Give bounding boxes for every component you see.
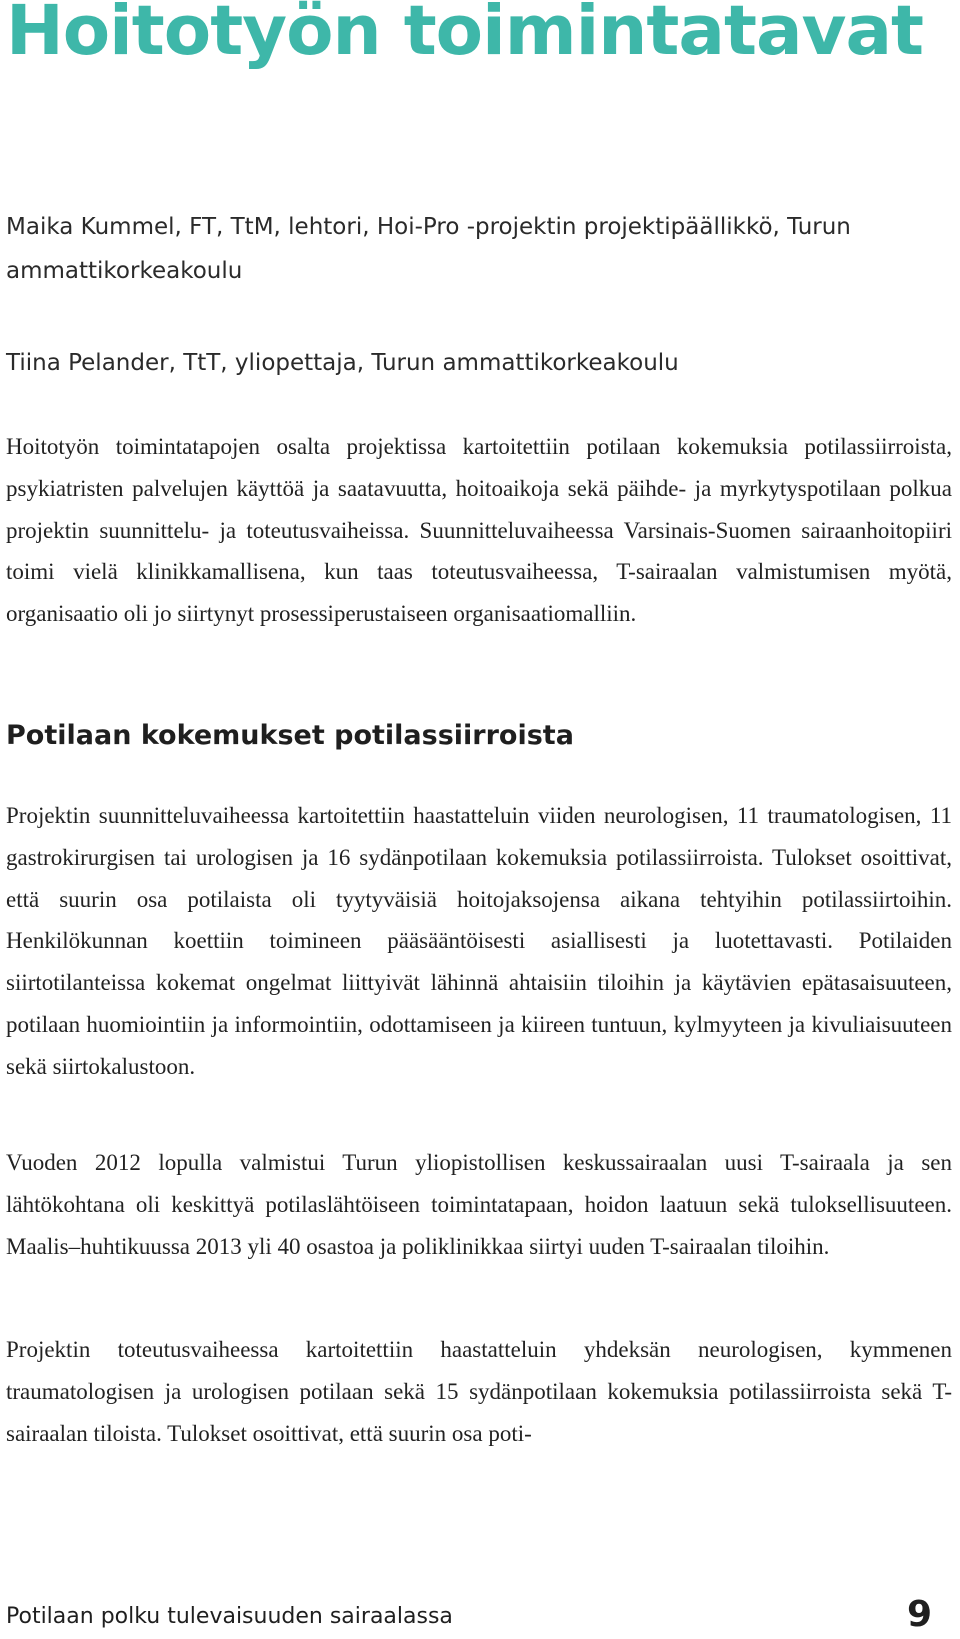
page-number: 9 <box>906 1594 932 1635</box>
page-title: Hoitotyön toimintatavat <box>6 0 924 71</box>
body-paragraph-1: Projektin suunnitteluvaiheessa kartoitettiin haastatteluin viiden neurologisen, 11 traumatologisen, 11 gastrokirurgisen tai urologisen ja 16 sydänpotilaan kokemuksia potilassiirroista. Tulokset osoittivat, että suurin osa potilaista oli tyytyväisiä hoitojaksojensa aikana tehtyihin potilassiirtoihin. Henkilökunnan koettiin toimineen pääsääntöisesti asiallisesti ja luotettavasti. Potilaiden siirtotilanteissa kokemat ongelmat liittyivät lähinnä ahtaisiin tiloihin ja käytävien epätasaisuuteen, potilaan huomiointiin ja informointiin, odottamiseen ja kiireen tuntuun, kylmyyteen ja kivuliaisuuteen sekä siirtokalustoon. <box>6 803 952 1079</box>
author-line-2: Tiina Pelander, TtT, yliopettaja, Turun ammattikorkeakoulu <box>6 350 679 376</box>
body-paragraph-2: Vuoden 2012 lopulla valmistui Turun yliopistollisen keskussairaalan uusi T-sairaala ja sen lähtökohtana oli keskittyä potilaslähtöiseen toimintatapaan, hoidon laatuun sekä tuloksellisuuteen. Maalis–huhtikuussa 2013 yli 40 osastoa ja poliklinikkaa siirtyi uuden T-sairaalan tiloihin. <box>6 1150 952 1259</box>
page-footer <box>0 1594 960 1636</box>
intro-paragraph: Hoitotyön toimintatapojen osalta projektissa kartoitettiin potilaan kokemuksia potilassiirroista, psykiatristen palvelujen käyttöä ja saatavuutta, hoitoaikoja sekä päihde- ja myrkytyspotilaan polkua projektin suunnittelu- ja toteutusvaiheissa. Suunnitteluvaiheessa Varsinais-Suomen sairaanhoitopiiri toimi vielä klinikkamallisena, kun taas toteutusvaiheessa, T-sairaalan valmistumisen myötä, organisaatio oli jo siirtynyt prosessiperustaiseen organisaatiomalliin. <box>6 434 952 627</box>
footer-publication-title: Potilaan polku tulevaisuuden sairaalassa <box>6 1604 453 1629</box>
body-paragraph-3: Projektin toteutusvaiheessa kartoitettiin haastatteluin yhdeksän neurologisen, kymmenen traumatologisen ja urologisen potilaan sekä 15 sydänpotilaan kokemuksia potilassiirroista sekä T-sairaalan tiloista. Tulokset osoittivat, että suurin osa poti- <box>6 1337 952 1446</box>
author-line-1: Maika Kummel, FT, TtM, lehtori, Hoi-Pro -projektin projektipäällikkö, Turun ammattikorkeakoulu <box>6 214 851 284</box>
section-heading: Potilaan kokemukset potilassiirroista <box>6 720 574 751</box>
